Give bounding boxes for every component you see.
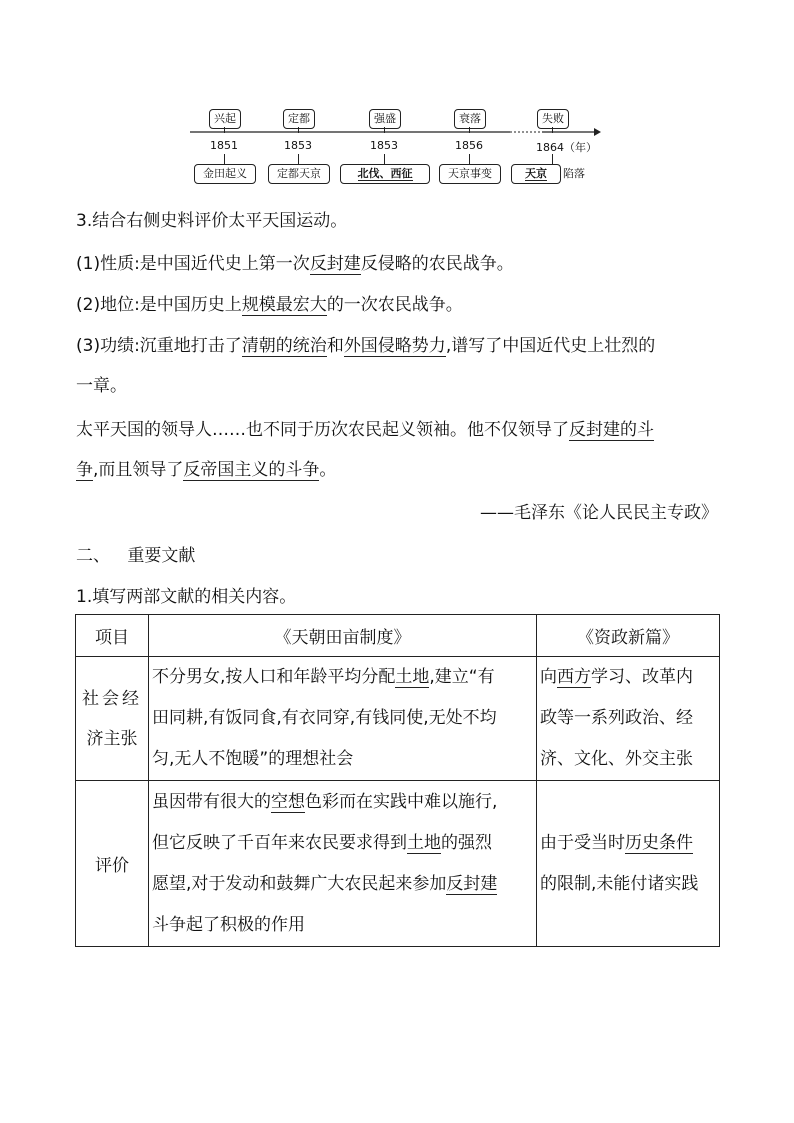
timeline-label-peak: 强盛: [369, 109, 401, 129]
timeline-tick: [224, 127, 225, 133]
text: ,谱写了中国近代史上壮烈的: [445, 336, 656, 356]
cell-line: 匀,无人不饱暖”的理想社会: [152, 749, 354, 769]
table-cell: [537, 657, 720, 781]
timeline-tick: [552, 127, 553, 133]
section3-p3-line2: 一章。: [76, 376, 127, 396]
cell-line: 的限制,未能付诸实践: [540, 873, 699, 894]
answer-blank: 反封建: [309, 254, 361, 274]
timeline-year: 1853: [370, 139, 398, 152]
text: 虽因带有很大的: [152, 791, 271, 812]
timeline-year: 1853: [284, 139, 312, 152]
timeline-tick: [469, 127, 470, 133]
answer-blank: 土地: [395, 667, 430, 687]
timeline-connector: [224, 154, 225, 164]
answer-blank: 争: [76, 460, 93, 480]
timeline-year: 1856: [455, 139, 483, 152]
row-label-line: 济主张: [86, 728, 138, 749]
timeline-event: [511, 164, 561, 184]
table-cell: [149, 657, 537, 781]
cell-line: 济、文化、外交主张: [540, 749, 693, 769]
quote-line2: [76, 459, 336, 481]
answer-blank: 清朝的统治: [241, 336, 327, 356]
answer-blank: 反帝国主义的斗争: [183, 460, 320, 480]
text: 色彩而在实践中难以施行,: [305, 791, 498, 812]
timeline-event-suffix: 陷落: [563, 167, 585, 180]
section3-p3: [76, 335, 655, 357]
timeline-label-capital: 定都: [283, 109, 315, 129]
answer-blank: 反封建: [446, 873, 498, 894]
section3-p1: [76, 253, 514, 275]
timeline-label-failure: 失败: [537, 109, 569, 129]
cell-line: [152, 657, 533, 698]
text: ,而且领导了: [93, 460, 184, 480]
documents-table: [75, 614, 720, 947]
timeline-event: 天京事变: [439, 164, 501, 184]
text: 太平天国的领导人……也不同于历次农民起义领袖。他不仅领导了: [76, 420, 569, 440]
answer-blank: 反封建的斗: [569, 420, 654, 440]
timeline-event: 定都天京: [268, 164, 330, 184]
cell-line: [152, 864, 533, 905]
table-cell: [537, 781, 720, 947]
row-label-line: 社会经: [82, 688, 142, 709]
section3-p2: [76, 294, 463, 316]
text: 。: [319, 460, 337, 480]
table-row: [76, 657, 720, 781]
text: (1)性质:是中国近代史上第一次: [76, 254, 310, 274]
row-label: 评价: [76, 781, 149, 947]
answer-blank: 空想: [271, 791, 305, 812]
table-row: [76, 781, 720, 947]
text: 和: [326, 336, 344, 356]
timeline-connector: [384, 154, 385, 164]
timeline-tick: [298, 127, 299, 133]
text: 的强烈: [441, 832, 492, 853]
cell-line: 政等一系列政治、经: [540, 708, 693, 728]
section2-heading: 二、 重要文献: [76, 546, 196, 566]
answer-blank: 规模最宏大: [241, 295, 327, 315]
text: 但它反映了千百年来农民要求得到: [152, 832, 407, 853]
table-header-row: [76, 615, 720, 657]
timeline-event: 金田起义: [194, 164, 256, 184]
text: (3)功绩:沉重地打击了: [76, 336, 242, 356]
table-cell: [149, 781, 537, 947]
timeline-label-decline: 衰落: [454, 109, 486, 129]
timeline-event: [340, 164, 430, 184]
table-header: 《天朝田亩制度》: [149, 615, 537, 657]
cell-line: [540, 823, 716, 864]
answer-blank: 西方: [557, 667, 591, 687]
cell-line: [152, 823, 533, 864]
text: (2)地位:是中国历史上: [76, 295, 242, 315]
answer-blank: 土地: [407, 832, 441, 853]
text: 不分男女,按人口和年龄平均分配: [152, 667, 396, 687]
text: 向: [540, 667, 557, 687]
text: 由于受当时: [540, 832, 625, 853]
timeline-connector: [552, 154, 553, 164]
answer-blank: 外国侵略势力: [343, 336, 446, 356]
timeline-label-rise: 兴起: [209, 109, 241, 129]
answer-blank: 历史条件: [625, 832, 693, 853]
timeline-connector: [298, 154, 299, 164]
cell-line: 斗争起了积极的作用: [152, 914, 305, 935]
text: 反侵略的农民战争。: [360, 254, 514, 274]
cell-line: [540, 657, 716, 698]
cell-line: [152, 782, 533, 823]
quote-attribution: ——毛泽东《论人民民主专政》: [480, 503, 718, 523]
cell-line: 田同耕,有饭同食,有衣同穿,有钱同使,无处不均: [152, 708, 497, 728]
timeline-event-text: 北伐、西征: [357, 167, 413, 180]
timeline-year: 1864（年）: [536, 141, 597, 154]
table-header: 项目: [76, 615, 149, 657]
timeline-tick: [384, 127, 385, 133]
text: 学习、改革内: [591, 667, 693, 687]
row-label: [76, 657, 149, 781]
text: 愿望,对于发动和鼓舞广大农民起来参加: [152, 873, 447, 894]
timeline-event-text: 天京: [525, 167, 547, 180]
timeline-connector: [469, 154, 470, 164]
table-header: 《资政新篇》: [537, 615, 720, 657]
text: ,建立“有: [429, 667, 495, 687]
section3-heading: 3.结合右侧史料评价太平天国运动。: [76, 211, 348, 231]
text: 的一次农民战争。: [326, 295, 463, 315]
timeline-year: 1851: [210, 139, 238, 152]
section2-sub: 1.填写两部文献的相关内容。: [76, 587, 297, 607]
quote-line1: [76, 419, 654, 441]
